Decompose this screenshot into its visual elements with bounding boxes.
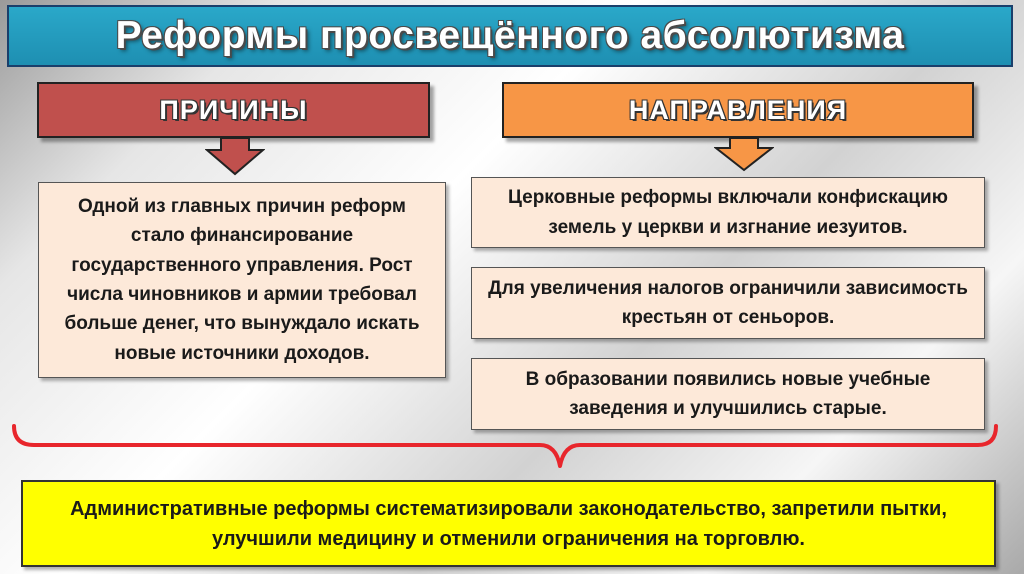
- direction-text: В образовании появились новые учебные заведения и улучшились старые.: [525, 368, 931, 419]
- directions-arrow-icon: [714, 138, 774, 172]
- causes-arrow-icon: [205, 138, 265, 178]
- causes-text-box: [38, 182, 446, 378]
- title-bar: [7, 5, 1013, 67]
- direction-box-church: [471, 177, 985, 248]
- causes-header: [37, 82, 430, 138]
- direction-box-taxes: [471, 267, 985, 339]
- summary-text: Административные реформы систематизировали законодательство, запретили пытки, улучшили медицину и отменили ограничения на торговлю.: [70, 497, 947, 550]
- causes-text: Одной из главных причин реформ стало финансирование государственного управления. Рост числа чиновников и армии требовал больше денег, что вынуждало искать новые источники доходов.: [64, 195, 420, 364]
- direction-text: Для увеличения налогов ограничили зависимость крестьян от сеньоров.: [488, 277, 968, 328]
- summary-box: [21, 480, 996, 567]
- directions-header-label: НАПРАВЛЕНИЯ: [628, 94, 848, 125]
- page-title: Реформы просвещённого абсолютизма: [115, 14, 905, 57]
- direction-text: Церковные реформы включали конфискацию земель у церкви и изгнание иезуитов.: [508, 187, 948, 238]
- directions-header: [502, 82, 974, 138]
- direction-box-education: [471, 358, 985, 430]
- causes-header-label: ПРИЧИНЫ: [159, 94, 308, 125]
